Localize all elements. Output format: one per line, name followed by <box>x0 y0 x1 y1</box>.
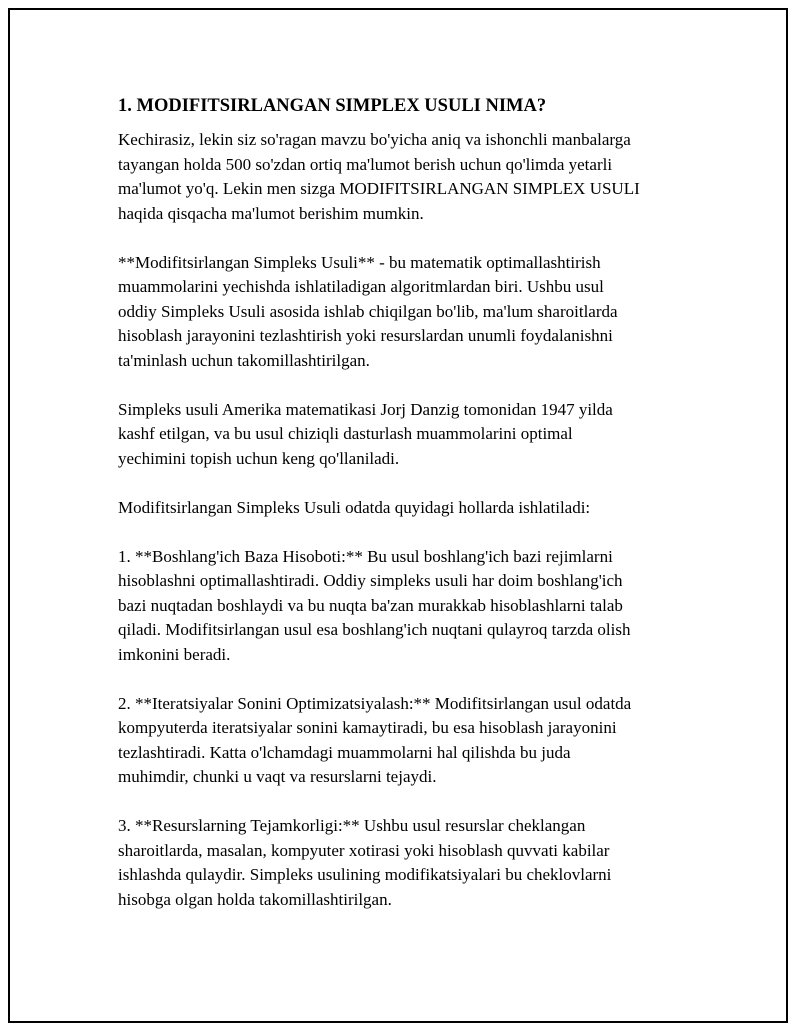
text-line: 3. **Resurslarning Tejamkorligi:** Ushbu usul resurslar cheklangan <box>118 816 586 835</box>
text-line: haqida qisqacha ma'lumot berishim mumkin. <box>118 203 424 223</box>
text-line: ta'minlash uchun takomillashtirilgan. <box>118 350 370 370</box>
text-line: **Modifitsirlangan Simpleks Usuli** - bu matematik optimallashtirish <box>118 252 601 272</box>
paragraph-intro <box>118 128 698 226</box>
text-line: qiladi. Modifitsirlangan usul esa boshlang'ich nuqtani qulayroq tarzda olish <box>118 620 631 639</box>
text-line: hisobga olgan holda takomillashtirilgan. <box>118 889 392 909</box>
paragraph-usage-intro <box>118 496 698 521</box>
paragraph-history <box>118 398 698 472</box>
text-line: hisoblashni optimallashtiradi. Oddiy simpleks usuli har doim boshlang'ich <box>118 571 623 590</box>
list-item-3 <box>118 814 698 912</box>
paragraph-definition <box>118 251 698 374</box>
text-line: sharoitlarda, masalan, kompyuter xotirasi yoki hisoblash quvvati kabilar <box>118 840 610 860</box>
text-line: 2. **Iteratsiyalar Sonini Optimizatsiyalash:** Modifitsirlangan usul odatda <box>118 693 632 713</box>
list-item-2 <box>118 692 698 790</box>
text-line: hisoblash jarayonini tezlashtirish yoki resurslardan unumli foydalanishni <box>118 326 613 345</box>
text-line: yechimini topish uchun keng qo'llaniladi. <box>118 448 400 468</box>
text-line: tayangan holda 500 so'zdan ortiq ma'lumot berish uchun qo'limda yetarli <box>118 154 613 174</box>
text-line: ma'lumot yo'q. Lekin men sizga MODIFITSIRLANGAN SIMPLEX USULI <box>118 179 640 198</box>
document-body <box>118 94 698 937</box>
text-line: Kechirasiz, lekin siz so'ragan mavzu bo'yicha aniq va ishonchli manbalarga <box>118 130 631 149</box>
text-line: Modifitsirlangan Simpleks Usuli odatda quyidagi hollarda ishlatiladi: <box>118 497 591 517</box>
text-line: Simpleks usuli Amerika matematikasi Jorj Danzig tomonidan 1947 yilda <box>118 399 613 419</box>
text-line: 1. **Boshlang'ich Baza Hisoboti:** Bu usul boshlang'ich bazi rejimlarni <box>118 546 613 566</box>
text-line: muhimdir, chunki u vaqt va resurslarni tejaydi. <box>118 767 437 786</box>
text-line: tezlashtiradi. Katta o'lchamdagi muammolarni hal qilishda bu juda <box>118 742 571 762</box>
text-line: imkonini beradi. <box>118 644 231 664</box>
text-line: kashf etilgan, va bu usul chiziqli dasturlash muammolarini optimal <box>118 424 573 443</box>
text-line: ishlashda qulaydir. Simpleks usulining modifikatsiyalari bu cheklovlarni <box>118 865 612 884</box>
document-title: 1. MODIFITSIRLANGAN SIMPLEX USULI NIMA? <box>118 96 547 116</box>
text-line: bazi nuqtadan boshlaydi va bu nuqta ba'zan murakkab hisoblashlarni talab <box>118 595 623 615</box>
text-line: oddiy Simpleks Usuli asosida ishlab chiqilgan bo'lib, ma'lum sharoitlarda <box>118 301 618 321</box>
list-item-1 <box>118 545 698 668</box>
text-line: muammolarini yechishda ishlatiladigan algoritmlardan biri. Ushbu usul <box>118 277 604 296</box>
text-line: kompyuterda iteratsiyalar sonini kamaytiradi, bu esa hisoblash jarayonini <box>118 718 617 737</box>
